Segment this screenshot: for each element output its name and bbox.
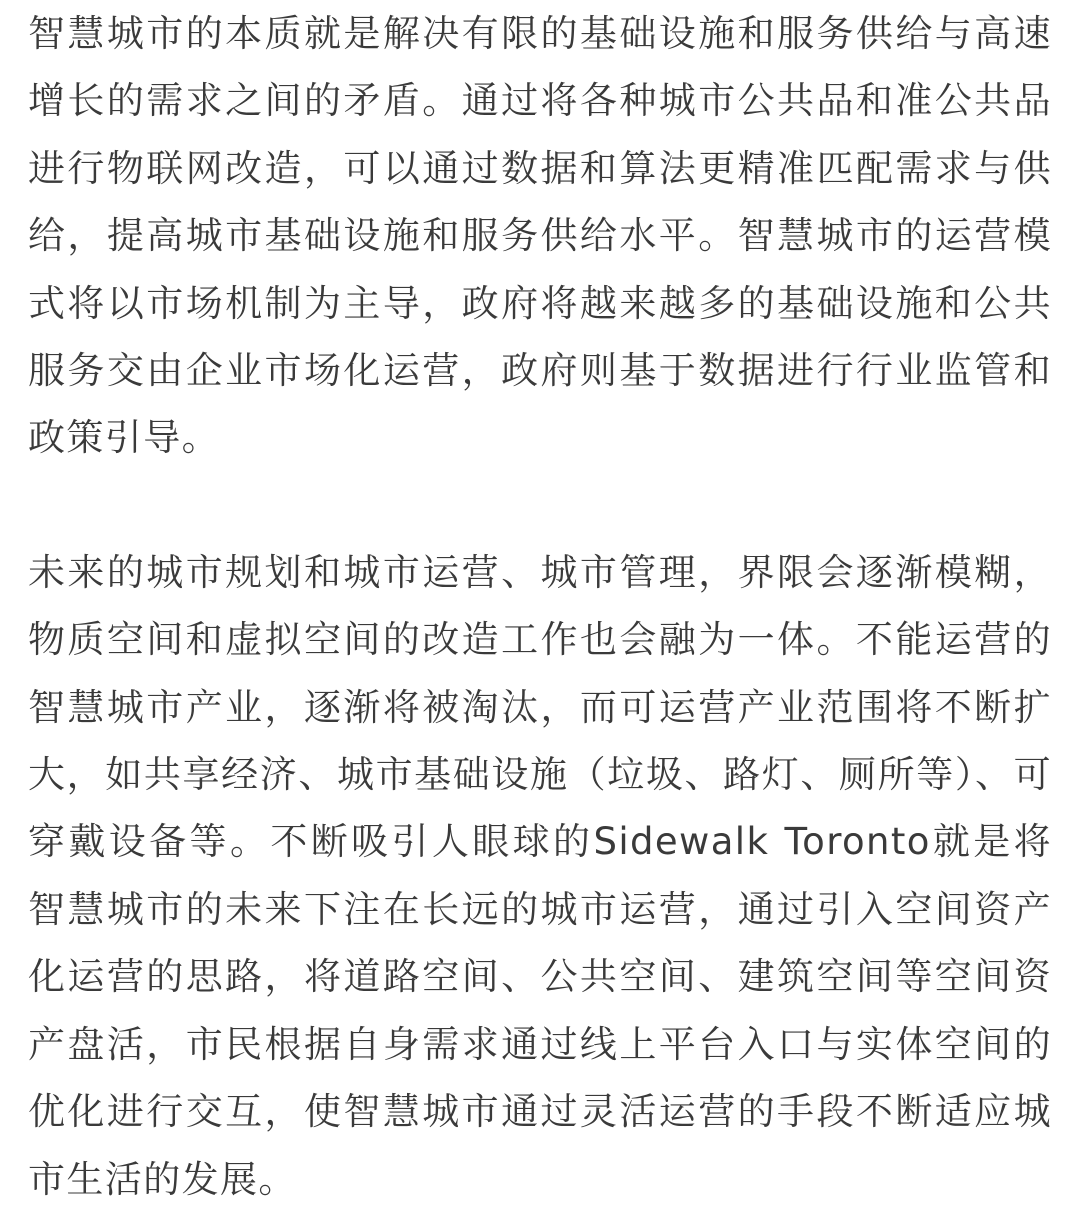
paragraph-smart-city-essence: 智慧城市的本质就是解决有限的基础设施和服务供给与高速增长的需求之间的矛盾。通过将各种城市公共品和准公共品进行物联网改造，可以通过数据和算法更精准匹配需求与供给，提高城市基础设施和服务供给水平。智慧城市的运营模式将以市场机制为主导，政府将越来越多的基础设施和公共服务交由企业市场化运营，政府则基于数据进行行业监管和政策引导。 — [28, 12, 1052, 460]
article-body — [28, 0, 1052, 1213]
paragraph-future-city-operation: 未来的城市规划和城市运营、城市管理，界限会逐渐模糊，物质空间和虚拟空间的改造工作也会融为一体。不能运营的智慧城市产业，逐渐将被淘汰，而可运营产业范围将不断扩大，如共享经济、城市基础设施（垃圾、路灯、厕所等）、可穿戴设备等。不断吸引人眼球的Sidewalk Toronto就是将智慧城市的未来下注在长远的城市运营，通过引入空间资产化运营的思路，将道路空间、公共空间、建筑空间等空间资产盘活，市民根据自身需求通过线上平台入口与实体空间的优化进行交互，使智慧城市通过灵活运营的手段不断适应城市生活的发展。 — [28, 550, 1052, 1201]
